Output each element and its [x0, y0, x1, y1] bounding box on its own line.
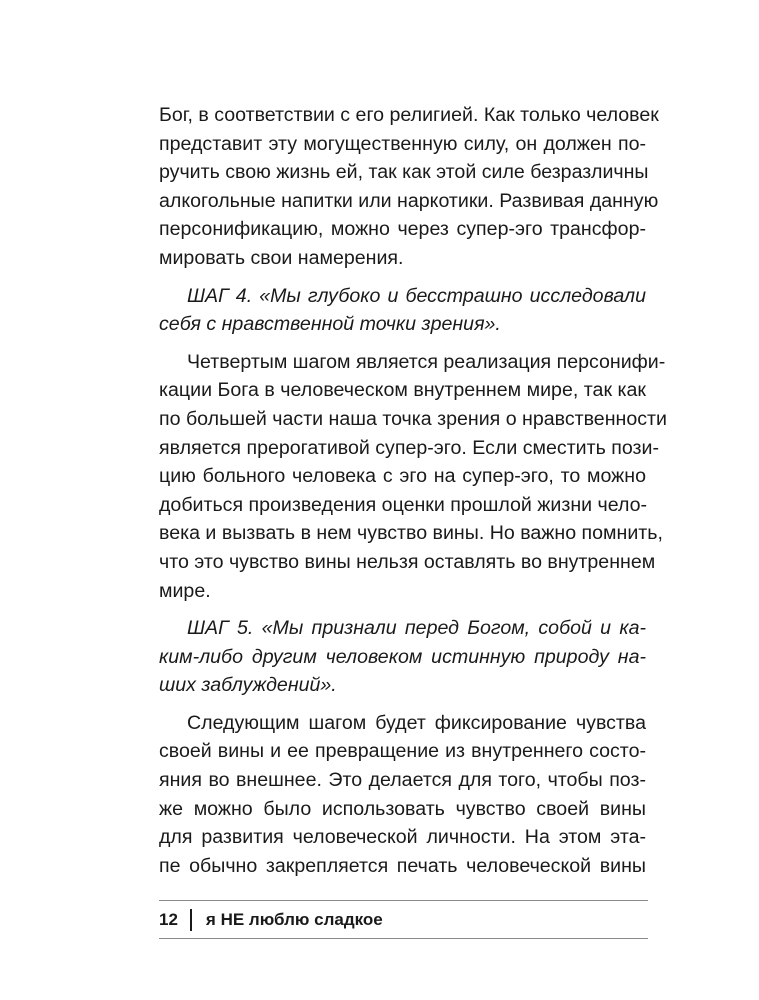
step-heading: [159, 614, 646, 700]
page-number: 12: [159, 910, 178, 929]
page-body-text: [159, 101, 667, 880]
text-line: мировать свои намерения.: [159, 246, 404, 269]
text-line: ших заблуждений».: [159, 674, 337, 697]
footer-top-rule: [159, 900, 648, 901]
body-paragraph: [159, 709, 646, 881]
text-line: ручить свою жизнь ей, так как этой силе безразличны: [159, 161, 649, 184]
text-line: яния во внешнее. Это делается для того, чтобы поз-: [159, 769, 646, 792]
text-line: алкогольные напитки или наркотики. Развивая данную: [159, 189, 659, 212]
text-line: Бог, в соответствии с его религией. Как только человек: [159, 104, 659, 126]
text-line: ким-либо другим человеком истинную природу на-: [159, 645, 646, 668]
footer-bottom-rule: [159, 938, 648, 939]
text-line: персонификацию, можно через супер-эго трансфор-: [159, 218, 646, 241]
text-line: мире.: [159, 579, 211, 602]
footer-separator: [190, 909, 192, 931]
text-line: для развития человеческой личности. На этом эта-: [159, 826, 646, 849]
text-line: представит эту могущественную силу, он должен по-: [159, 132, 646, 155]
body-paragraph: [159, 101, 659, 273]
text-line: является прерогативой супер-эго. Если сместить пози-: [159, 436, 659, 459]
text-line: своей вины и ее превращение из внутреннего состо-: [159, 740, 646, 763]
text-line: Четвертым шагом является реализация персонифи-: [187, 350, 666, 373]
step-heading: [159, 282, 646, 339]
text-line: ШАГ 4. «Мы глубоко и бесстрашно исследовали: [187, 284, 646, 307]
body-paragraph: [159, 348, 667, 605]
text-line: себя с нравственной точки зрения».: [159, 313, 501, 336]
running-title: я НЕ люблю сладкое: [205, 910, 383, 929]
text-line: Следующим шагом будет фиксирование чувства: [187, 711, 646, 734]
text-line: цию больного человека с эго на супер-эго, то можно: [159, 465, 646, 488]
text-line: что это чувство вины нельзя оставлять во внутреннем: [159, 550, 656, 573]
page-footer: [159, 904, 383, 936]
text-line: добиться произведения оценки прошлой жизни чело-: [159, 493, 648, 516]
text-line: по большей части наша точка зрения о нравственности: [159, 407, 667, 430]
text-line: пе обычно закрепляется печать человеческой вины: [159, 854, 646, 877]
text-line: ШАГ 5. «Мы признали перед Богом, собой и ка-: [187, 617, 646, 640]
text-line: века и вызвать в нем чувство вины. Но важно помнить,: [159, 522, 663, 545]
text-line: же можно было использовать чувство своей вины: [159, 797, 646, 820]
text-line: кации Бога в человеческом внутреннем мире, так как: [159, 379, 646, 402]
